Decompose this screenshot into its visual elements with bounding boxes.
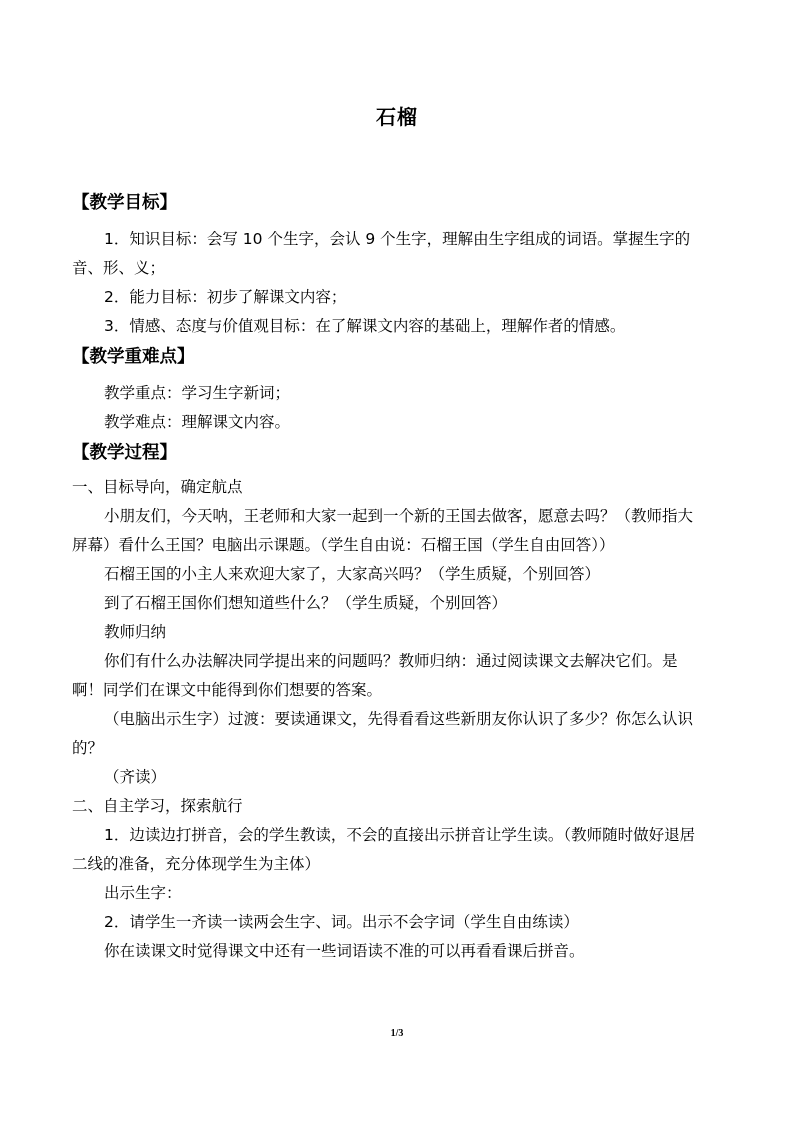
paragraph-8-line-1: 1．边读边打拼音，会的学生教读，不会的直接出示拼音让学生读。（教师随时做好退居 xyxy=(104,826,696,844)
paragraph-9: 出示生字： xyxy=(104,884,182,902)
paragraph-6-line-1: （电脑出示生字）过渡：要读通课文，先得看看这些新朋友你认识了多少？你怎么认识 xyxy=(104,710,694,728)
paragraph-8-line-2: 二线的准备，充分体现学生为主体） xyxy=(72,855,321,873)
goal-2: 2．能力目标：初步了解课文内容； xyxy=(104,288,347,306)
document-title: 石榴 xyxy=(376,105,418,129)
paragraph-2: 石榴王国的小主人来欢迎大家了，大家高兴吗？（学生质疑，个别回答） xyxy=(104,565,601,583)
paragraph-5-line-1: 你们有什么办法解决同学提出来的问题吗？教师归纳：通过阅读课文去解决它们。是 xyxy=(104,652,678,670)
paragraph-1-line-2: 屏幕）看什么王国？电脑出示课题。（学生自由说：石榴王国（学生自由回答）） xyxy=(72,536,615,554)
paragraph-6-line-2: 的？ xyxy=(72,739,104,757)
page-number: 1/3 xyxy=(390,1028,404,1039)
goal-1-line-2: 音、形、义； xyxy=(72,259,166,277)
paragraph-11: 你在读课文时觉得课文中还有一些词语读不准的可以再看看课后拼音。 xyxy=(104,942,585,960)
section-heading-process: 【教学过程】 xyxy=(72,443,177,463)
goal-1-line-1: 1．知识目标：会写 10 个生字，会认 9 个生字，理解由生字组成的词语。掌握生字的 xyxy=(104,230,691,248)
difficult-point: 教学难点：理解课文内容。 xyxy=(104,413,291,431)
paragraph-5-line-2: 啊！同学们在课文中能得到你们想要的答案。 xyxy=(72,681,383,699)
key-point: 教学重点：学习生字新词； xyxy=(104,384,291,402)
paragraph-1-line-1: 小朋友们，今天呐，王老师和大家一起到一个新的王国去做客，愿意去吗？（教师指大 xyxy=(104,507,694,525)
step-2-title: 二、自主学习，探索航行 xyxy=(72,797,243,815)
goal-3: 3．情感、态度与价值观目标：在了解课文内容的基础上，理解作者的情感。 xyxy=(104,317,626,335)
section-heading-goals: 【教学目标】 xyxy=(72,193,177,213)
paragraph-7: （齐读） xyxy=(104,768,167,786)
paragraph-3: 到了石榴王国你们想知道些什么？（学生质疑，个别回答） xyxy=(104,594,508,612)
step-1-title: 一、目标导向，确定航点 xyxy=(72,478,243,496)
paragraph-4: 教师归纳 xyxy=(104,623,167,641)
document-body xyxy=(72,187,732,966)
paragraph-10: 2．请学生一齐读一读两会生字、词。出示不会字词（学生自由练读） xyxy=(104,913,579,931)
section-heading-key-points: 【教学重难点】 xyxy=(72,347,195,367)
